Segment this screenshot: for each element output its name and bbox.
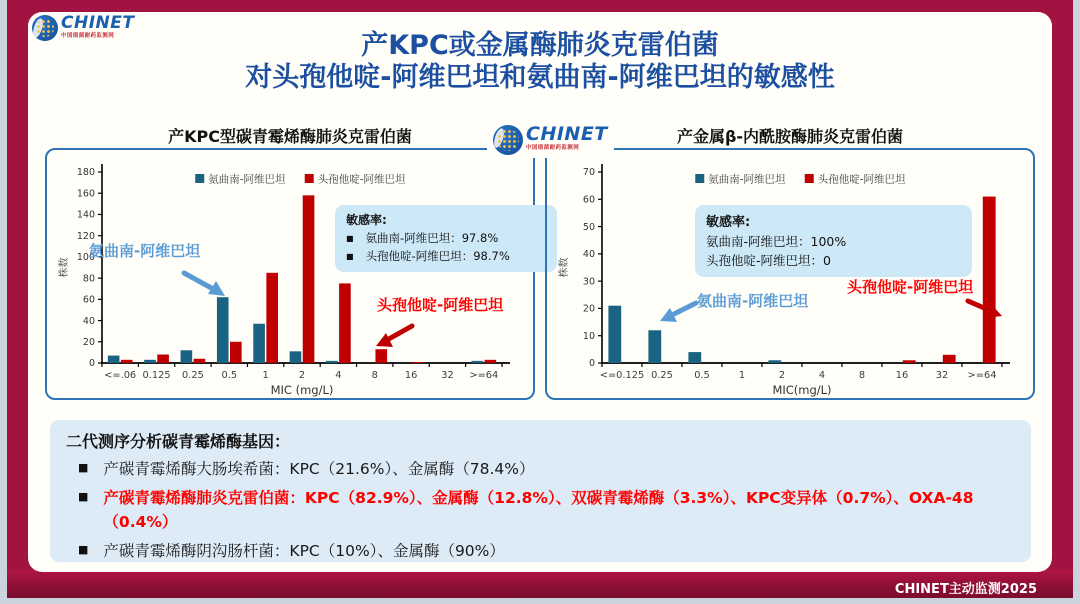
sensitivity-item: ■ 氨曲南-阿维巴坦：97.8% — [346, 231, 499, 245]
bar-1-0.25 — [194, 359, 206, 363]
bar-0-0.5 — [217, 297, 229, 363]
svg-text:2: 2 — [778, 370, 786, 381]
svg-text:0.125: 0.125 — [142, 370, 171, 381]
svg-text:180: 180 — [76, 167, 95, 179]
kpc-annotation-aztreonam-avibactam: 氨曲南-阿维巴坦 — [89, 242, 201, 260]
mbl-annotation-aztreonam-avibactam: 氨曲南-阿维巴坦 — [697, 292, 809, 310]
bar-1-32 — [943, 355, 956, 363]
svg-text:0.25: 0.25 — [651, 370, 673, 381]
svg-text:30: 30 — [582, 276, 595, 288]
svg-text:32: 32 — [935, 370, 949, 381]
chinet-logo-text: CHINET — [61, 13, 135, 33]
bar-0-4 — [326, 361, 338, 363]
arrow-to-red-bar-icon — [367, 320, 419, 352]
svg-text:>=64: >=64 — [967, 370, 997, 381]
sensitivity-item: 头孢他啶-阿维巴坦：0 — [706, 253, 831, 269]
arrow-to-red-bar-icon — [963, 296, 1007, 324]
svg-text:<=0.125: <=0.125 — [599, 370, 645, 381]
bar-1-0.5 — [230, 342, 242, 363]
svg-text:2: 2 — [298, 370, 306, 381]
svg-text:70: 70 — [582, 167, 595, 179]
bar-1-2 — [303, 195, 315, 363]
mbl-chart-title: 产金属β-内酰胺酶肺炎克雷伯菌 — [676, 127, 904, 146]
svg-text:1: 1 — [262, 370, 269, 381]
svg-text:<=.06: <=.06 — [104, 370, 137, 381]
kpc-chart-title: 产KPC型碳青霉烯酶肺炎克雷伯菌 — [168, 127, 412, 146]
kpc-annotation-ceftazidime-avibactam: 头孢他啶-阿维巴坦 — [377, 296, 504, 314]
svg-text:120: 120 — [76, 230, 95, 242]
arrow-to-blue-bar-icon — [650, 298, 702, 328]
bar-1->=64 — [983, 197, 996, 363]
kpc-chart — [47, 150, 537, 406]
page-title-line1: 产KPC或金属酶肺炎克雷伯菌 — [361, 30, 719, 61]
chinet-globe-icon — [493, 125, 523, 155]
svg-text:0.25: 0.25 — [181, 370, 204, 381]
svg-text:32: 32 — [441, 370, 454, 381]
mbl-chart-panel — [545, 148, 1035, 400]
bar-0-2 — [290, 351, 302, 363]
bar-0->=64 — [471, 361, 483, 363]
summary-bullet: ■ 产碳青霉烯酶阴沟肠杆菌：KPC（10%）、金属酶（90%） — [78, 541, 505, 560]
svg-text:8: 8 — [858, 370, 866, 381]
svg-text:0: 0 — [588, 358, 595, 370]
chinet-logo-text: CHINET — [526, 123, 608, 145]
bar-0-1 — [253, 324, 265, 363]
chinet-logo-top-left — [32, 15, 134, 41]
chart-svg-0 — [47, 150, 537, 402]
svg-text:MIC (mg/L): MIC (mg/L) — [270, 383, 334, 397]
bar-0-0.25 — [648, 330, 661, 363]
svg-text:100: 100 — [76, 252, 95, 264]
chinet-globe-icon — [32, 15, 58, 41]
svg-text:4: 4 — [335, 370, 342, 381]
kpc-sensitivity-box — [335, 205, 557, 272]
bar-0-0.25 — [181, 350, 193, 363]
summary-bullet: ■ 产碳青霉烯酶肺炎克雷伯菌：KPC（82.9%）、金属酶（12.8%）、双碳青霉烯酶（3.3%）、KPC变异体（0.7%）、OXA-48（0.4%） — [78, 489, 974, 531]
arrow-to-blue-bar-icon — [177, 268, 232, 302]
svg-text:60: 60 — [82, 294, 95, 306]
svg-text:4: 4 — [818, 370, 826, 381]
svg-text:氨曲南-阿维巴坦: 氨曲南-阿维巴坦 — [208, 173, 286, 186]
chinet-logo-subtext: 中国细菌耐药监测网 — [61, 33, 115, 39]
page-title-line2: 对头孢他啶-阿维巴坦和氨曲南-阿维巴坦的敏感性 — [245, 62, 835, 93]
sensitivity-item: 氨曲南-阿维巴坦：100% — [706, 234, 847, 249]
bar-0-<=0.125 — [608, 306, 621, 363]
svg-text:0.5: 0.5 — [694, 370, 710, 381]
slide-card — [28, 12, 1052, 572]
footer-label: CHINET主动监测2025 — [894, 582, 1037, 597]
bar-1-4 — [339, 283, 351, 363]
bar-1-<=.06 — [121, 360, 133, 363]
ngs-summary-heading: 二代测序分析碳青霉烯酶基因： — [66, 432, 291, 451]
ngs-summary-box — [50, 420, 1031, 562]
svg-text:MIC(mg/L): MIC(mg/L) — [772, 383, 832, 397]
svg-text:20: 20 — [582, 303, 595, 315]
svg-text:80: 80 — [82, 273, 95, 285]
svg-text:氨曲南-阿维巴坦: 氨曲南-阿维巴坦 — [708, 173, 786, 186]
svg-text:20: 20 — [82, 336, 95, 348]
svg-text:8: 8 — [371, 370, 378, 381]
bar-1->=64 — [485, 360, 497, 363]
svg-text:40: 40 — [582, 249, 595, 261]
sensitivity-item: ■ 头孢他啶-阿维巴坦：98.7% — [346, 248, 510, 263]
bar-0-<=.06 — [108, 356, 120, 363]
svg-text:株数: 株数 — [559, 257, 570, 278]
sensitivity-heading: 敏感率: — [706, 215, 751, 230]
svg-text:>=64: >=64 — [469, 370, 499, 381]
svg-text:16: 16 — [404, 370, 418, 381]
mbl-annotation-ceftazidime-avibactam: 头孢他啶-阿维巴坦 — [847, 278, 974, 296]
bar-1-0.125 — [157, 355, 169, 363]
page-title — [28, 30, 1052, 94]
mbl-sensitivity-box — [695, 205, 972, 277]
svg-text:40: 40 — [82, 315, 95, 327]
bar-1-16 — [412, 362, 424, 363]
bar-0-0.5 — [688, 352, 701, 363]
kpc-chart-panel — [45, 148, 535, 400]
summary-bullet: ■ 产碳青霉烯酶大肠埃希菌：KPC（21.6%）、金属酶（78.4%） — [78, 460, 535, 478]
svg-text:140: 140 — [76, 209, 95, 221]
svg-text:头孢他啶-阿维巴坦: 头孢他啶-阿维巴坦 — [317, 173, 406, 186]
svg-text:160: 160 — [76, 188, 95, 200]
bar-1-1 — [266, 273, 278, 363]
svg-text:60: 60 — [582, 194, 595, 206]
svg-text:株数: 株数 — [59, 257, 70, 278]
sensitivity-heading: 敏感率: — [346, 213, 387, 227]
bar-0-2 — [768, 360, 781, 363]
svg-text:50: 50 — [582, 221, 595, 233]
chinet-logo-subtext: 中国细菌耐药监测网 — [526, 145, 580, 151]
svg-text:1: 1 — [738, 370, 746, 381]
svg-text:头孢他啶-阿维巴坦: 头孢他啶-阿维巴坦 — [817, 173, 906, 186]
svg-text:0: 0 — [88, 358, 95, 370]
svg-text:0.5: 0.5 — [221, 370, 238, 381]
chinet-logo-center — [487, 122, 614, 158]
svg-text:10: 10 — [582, 330, 595, 342]
svg-text:16: 16 — [895, 370, 909, 381]
bar-1-16 — [903, 360, 916, 363]
bar-0-0.125 — [144, 360, 156, 363]
